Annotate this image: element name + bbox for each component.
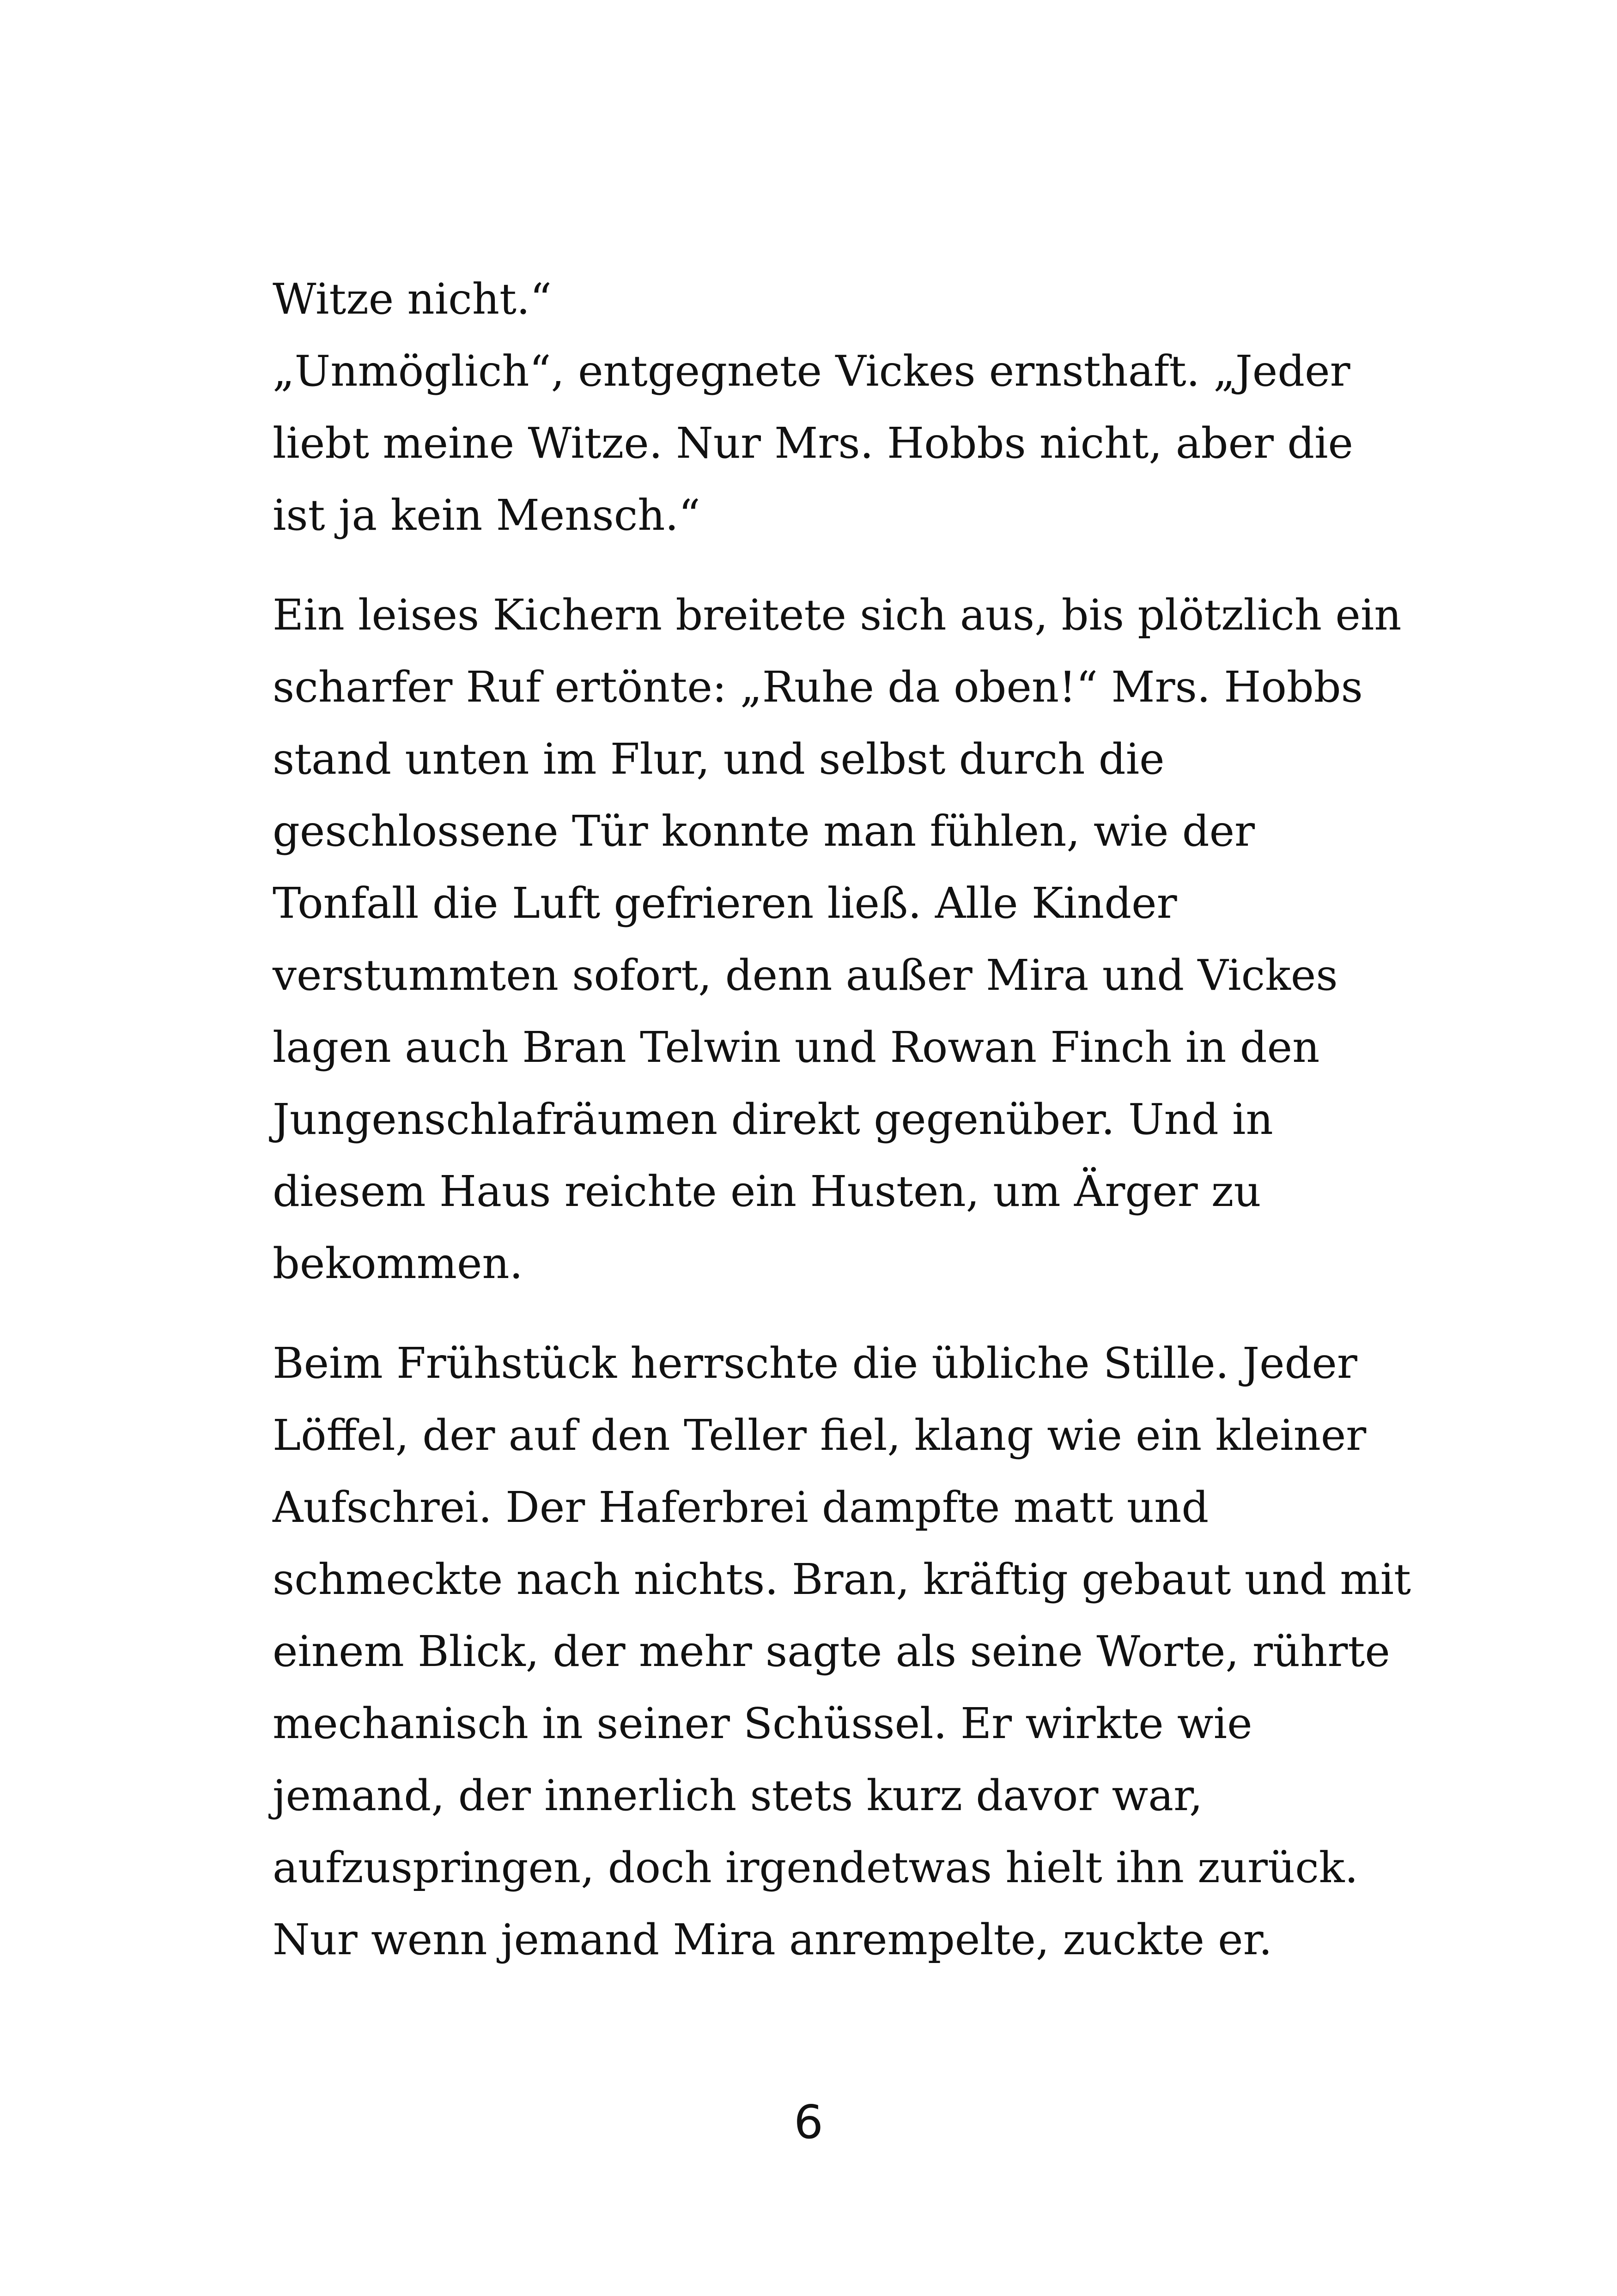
text-line: stand unten im Flur, und selbst durch die [273,734,1165,784]
paragraph-1 [273,263,1372,551]
paragraph-2 [273,579,1402,1300]
text-line: Tonfall die Luft gefrieren ließ. Alle Kinder [273,878,1177,928]
text-line: Jungenschlafräumen direkt gegenüber. Und in [273,1095,1273,1144]
text-line: ist ja kein Mensch.“ [273,491,700,540]
text-line: mechanisch in seiner Schüssel. Er wirkte wie [273,1699,1252,1748]
text-line: lagen auch Bran Telwin und Rowan Finch in den [273,1023,1320,1072]
paragraph-gap [273,1300,1372,1327]
text-line: Witze nicht.“ [273,274,552,324]
text-line: Löffel, der auf den Teller fiel, klang wie ein kleiner [273,1411,1367,1460]
text-line: einem Blick, der mehr sagte als seine Worte, rührte [273,1627,1390,1676]
page-number: 6 [794,2095,823,2149]
text-line: geschlossene Tür konnte man fühlen, wie der [273,806,1255,856]
text-line: scharfer Ruf ertönte: „Ruhe da oben!“ Mrs. Hobbs [273,662,1363,712]
text-line: aufzuspringen, doch irgendetwas hielt ihn zurück. [273,1843,1358,1892]
text-line: Beim Frühstück herrschte die übliche Stille. Jeder [273,1339,1357,1388]
text-line: verstummten sofort, denn außer Mira und Vickes [273,951,1338,1000]
text-line: jemand, der innerlich stets kurz davor war, [273,1771,1203,1820]
paragraph-3 [273,1327,1411,1976]
paragraph-gap [273,551,1372,579]
text-line: liebt meine Witze. Nur Mrs. Hobbs nicht, aber die [273,418,1353,468]
text-line: bekommen. [273,1239,523,1288]
text-line: Nur wenn jemand Mira anrempelte, zuckte er. [273,1915,1272,1964]
text-line: schmeckte nach nichts. Bran, kräftig gebaut und mit [273,1555,1411,1604]
body-text [273,263,1411,1976]
text-line: diesem Haus reichte ein Husten, um Ärger zu [273,1167,1261,1216]
text-line: Aufschrei. Der Haferbrei dampfte matt und [273,1483,1209,1532]
text-line: Ein leises Kichern breitete sich aus, bis plötzlich ein [273,590,1402,640]
text-line: „Unmöglich“, entgegnete Vickes ernsthaft. „Jeder [273,346,1350,396]
